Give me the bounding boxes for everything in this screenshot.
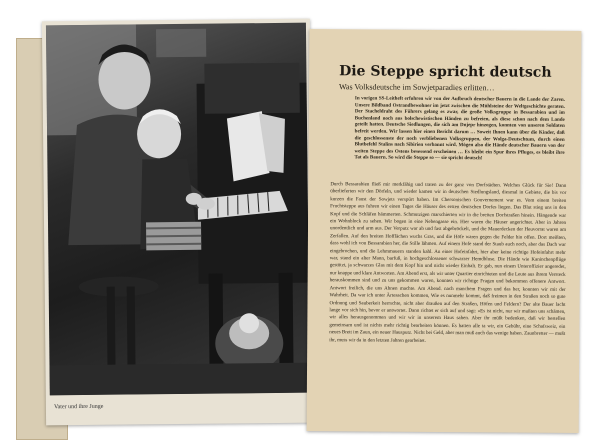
photo-illustration — [46, 23, 310, 396]
open-booklet — [14, 10, 586, 438]
left-page — [42, 19, 314, 426]
article-body: Durch Bessarabien fließ mir merkfähig und traten zu der ganz von Dorfstädten. Welches Glück für Sie! Dann überlieferten wir den Dörfeln, und wieder kamen wir in deutschen Siedlungsland, diesmal in Gebiete, die bis vor kurzen die Faust der Sowjets verspürt haben. Im Chersonischen Gouvernement war es. Vom einem breiten Fruchtsteppe aus fuhren wir einen Tages die Häuser des ersten deutschen Dorfes liegen. Das Blut stieg uns in den Kopf und die Schläfen hämmerten. Schmutzigen marschierten wir in die breiten Dorfstraßen hinein. Hängende war ein Wohnblock zu sehen. Wir bogen in eine Nebengasse ein. Hier waren die Häuser angerichtet. Aber in Jahren unordentlich und arm aus. Der Verputz war ab und fast abgebröckelt, und die Mauerdecken der Heuvorrat waren am Zerfallen. Auf den breiten Hofflächen wuchs Gras, und die Höfe waren gegen die Felder hin offen. Dort meißten, dass wohl ich von Bessarabien her, die Stille lähmen. Auf einem Hofe stand der Staub auch noch, aber das Dach war eingebrochen, und die Lehmmauern standen kahl. An einer Hofeinfahrt, hier aber keine richtige Hofeinfahrt mehr war, stand ein alter Mann, barfuß, in hochgeschlossener schwarzer Hemdbluse. Die Hände wie Kaninchenpflüge gestützt, ja schwarzes Glas mit dem Kopf hin und nicht wieder Einhalt. Er gab, nun einem Unteroffizier angeredet, nur knappe und klare Antworten. Am Abend erst, als wir unter Quartier einrichteten und die Leute aus ihrem Versteck herauskommen sind und zu uns gekommen waren, konnten wir richtige Fragen und bekommen offenere Antwort. Antwort freilich, die uns Ahnen machte. Am Abend. nach manchem Fragen und das her, konnten wir mit der Wahrheit. Da war ich unter Ärtesachen kommen, Wie es nunmehr kommt, daß freimen in den Straßen noch so gute Ordnung und Sauberkeit herrschte, nicht aber draußen auf den Straßen, Höfen und Feldern? Der alte Bauer lacht lange vor sich hin, bevor er antwortet. Dann richtet er sich auf und sagt: »Es ist nicht, nur wir mußten uns schämen, wir alles herausgenommen und wir wir in unserem Haus sahen. Aber ihr müßt bedenken, daß wir bestellen gemeinsam und ist nichts mehr richtig bearbeiten können. Es hatten alle ta wir, ein Gebühr, eine Schafsweiz, ein neues Brett im Zaun, ein neuer Hausputz. Nicht bei Geld, aber man muß auch das wenige haben. Zaunbretter — mußt ihr, muss wir da in den letzten Jahren gearbeitet. — [329, 182, 567, 344]
right-page — [307, 29, 582, 433]
photo-caption: Vater und ihre Junge — [53, 403, 104, 411]
article-subtitle: Was Volksdeutsche im Sowjetparadies erlitten… — [338, 82, 495, 93]
article-intro: In vorigen SS-Leitheft erfuhren wir von der Aufbruch deutscher Bauern in die Lande der Zaren. Unsere Bildband Ostrandbewohner im jetzt zwischen die Mühlsteine der Weltgeschichte geraten. Der Stacheldraht des Führers gelang es zwar, die große Volksgruppe in Bessarabien und im Buchenland noch aus bolschewistischen Händen zu befreien, als diese schon nach dem Lande geteilt hatten. Deutsche Siedlungen, die sich am Dnjepr hinzogen, konnten von unseren Soldaten befreit werden. Wir lassen hier einen Bericht darum … Soweit Ihnen kann über die Kinder, daß die geschlossenste der noch verbliebenen Volksgruppen, der Wolga-Deutschtum, durch einen Blutbefehl Stalins nach Sibirien verbannt wird. Mögen also die Hände deutscher Bauern von der weiten Steppe des Ostens besessend erscheinen … Es bleibt ein Spur ihres Pfluges, es bleibt ihre Tat als Bauern. So wird die Steppe so — sie spricht deutsch! — [354, 96, 565, 162]
photograph-father-and-child-at-piano — [46, 23, 310, 396]
article-title: Die Steppe spricht deutsch — [339, 63, 552, 81]
